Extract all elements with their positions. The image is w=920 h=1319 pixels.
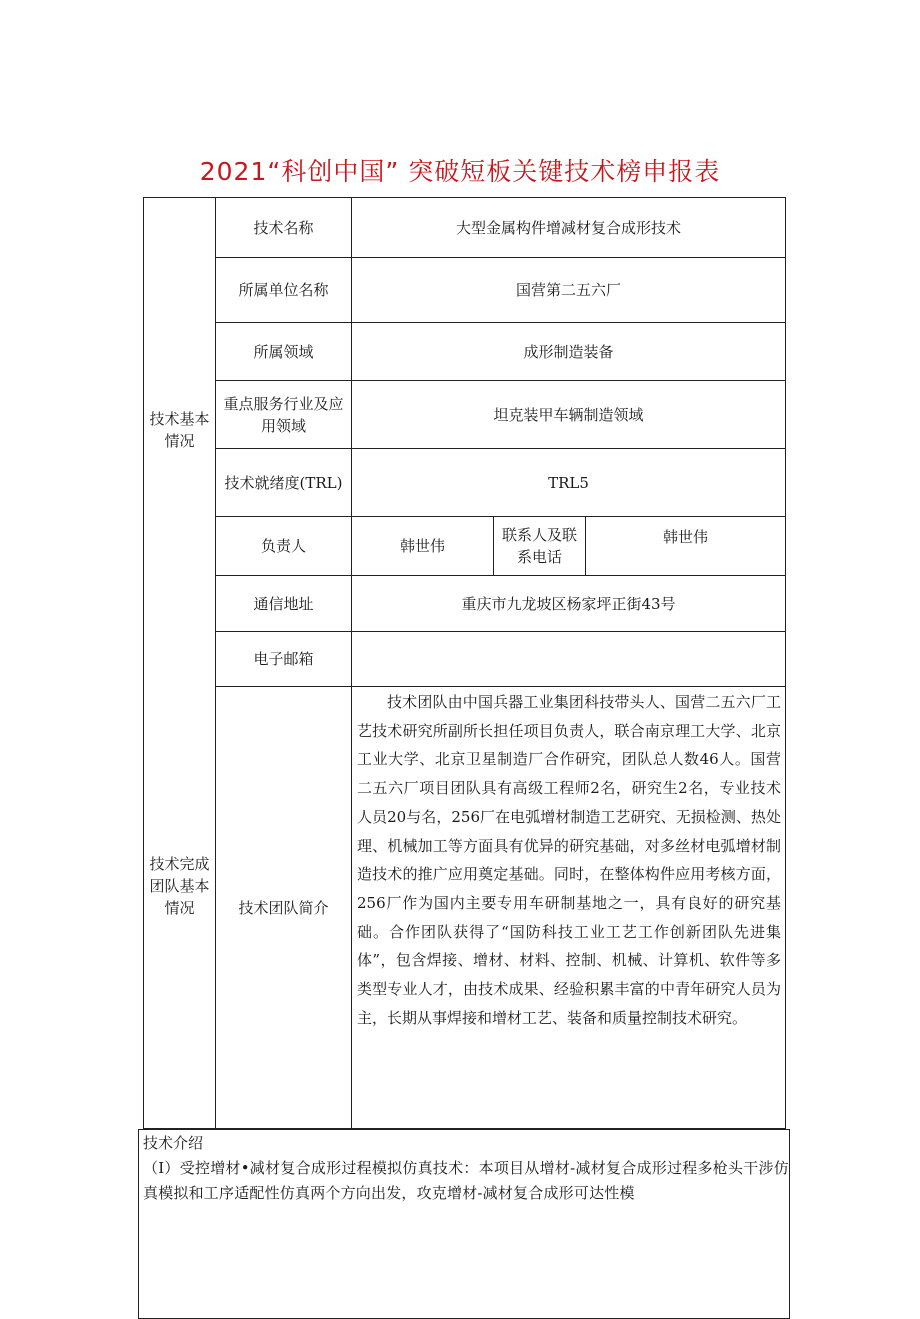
email-label: 电子邮箱 (253, 650, 314, 668)
leader-value: 韩世伟 (399, 537, 445, 555)
section-label-team: 技术完成团队基本情况 (149, 855, 210, 917)
tech-intro-heading: 技术介绍 (143, 1134, 204, 1152)
contact-value: 韩世伟 (662, 528, 708, 546)
leader-label: 负责人 (260, 537, 306, 555)
form-title: 2021“科创中国” 突破短板关键技术榜申报表 (199, 157, 721, 186)
field-label: 所属领域 (253, 342, 314, 361)
industry-label: 重点服务行业及应用领域 (223, 394, 344, 435)
divider (215, 686, 785, 687)
email-value (352, 632, 785, 686)
tech-intro-text: （I）受控增材•减材复合成形过程模拟仿真技术：本项目从增材-减材复合成形过程多枪头干涉仿真模拟和工序适配性仿真两个方向出发，攻克增材-减材复合成形可达性模 (143, 1159, 789, 1202)
tech-name-value: 大型金属构件增减材复合成形技术 (455, 218, 681, 237)
address-value: 重庆市九龙坡区杨家坪正街43号 (461, 594, 676, 613)
industry-value: 坦克装甲车辆制造领域 (493, 405, 644, 424)
team-intro-text: 技术团队由中国兵器工业集团科技带头人、国营二五六厂工艺技术研究所副所长担任项目负责人，联合南京理工大学、北京工业大学、北京卫星制造厂合作研究，团队总人数46人。国营二五六厂项目团队具有高级工程师2名，研究生2名，专业技术人员20与名，256厂在电弧增材制造工艺研究、无损检测、热处理、机械加工等方面具有优异的研究基础，对多丝材电弧增材制造技术的推广应用奠定基础。同时，在整体构件应用考核方面，256厂作为国内主要专用车研制基地之一，具有良好的研究基础。合作团队获得了“国防科技工业工艺工作创新团队先进集体”，包含焊接、增材、材料、控制、机械、计算机、软件等多类型专业人才，由技术成果、经验积累丰富的中青年研究人员为主，长期从事焊接和增材工艺、装备和质量控制技术研究。 (357, 693, 781, 1027)
address-label: 通信地址 (253, 594, 314, 613)
team-intro-label: 技术团队简介 (238, 899, 329, 917)
field-value: 成形制造装备 (523, 342, 614, 361)
contact-label: 联系人及联系电话 (501, 526, 577, 566)
tech-name-label: 技术名称 (253, 218, 314, 237)
unit-name-label: 所属单位名称 (238, 281, 329, 299)
unit-name-value: 国营第二五六厂 (515, 281, 621, 299)
trl-value: TRL5 (548, 473, 589, 492)
trl-label: 技术就绪度(TRL) (224, 473, 343, 492)
section-label-basic: 技术基本情况 (149, 410, 210, 450)
